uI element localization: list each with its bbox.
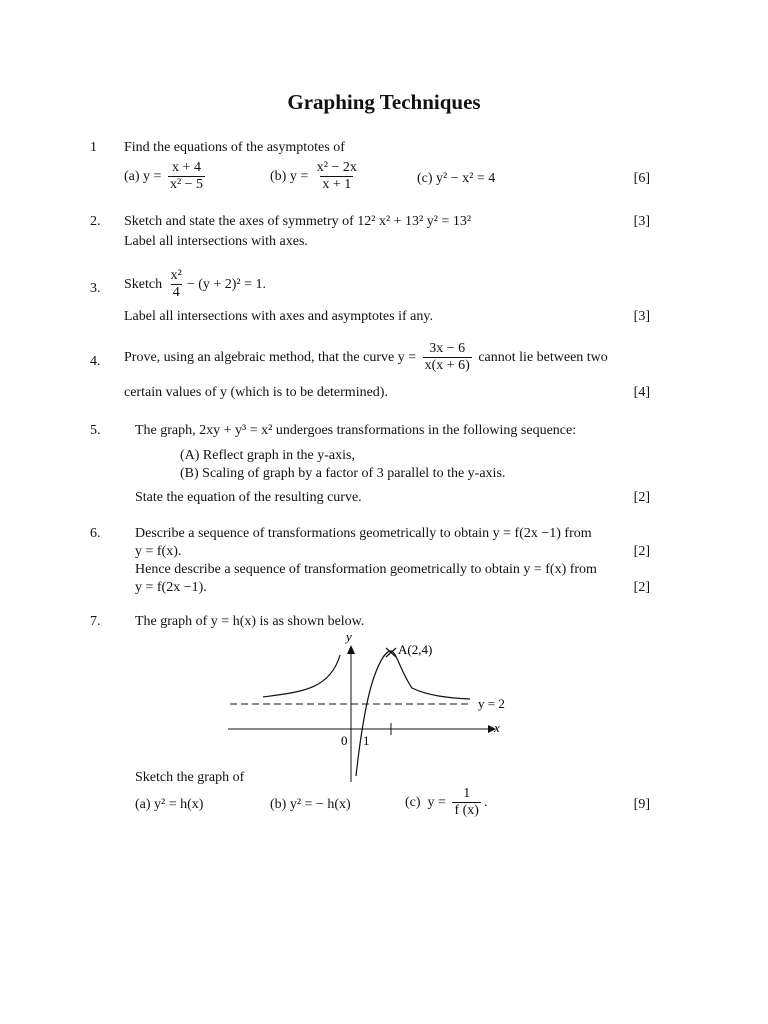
question-6-line-4: y = f(2x −1). bbox=[135, 580, 207, 595]
question-5-step-a: (A) Reflect graph in the y-axis, bbox=[180, 448, 355, 463]
tick-one-label: 1 bbox=[363, 733, 370, 748]
curve-left-branch bbox=[263, 655, 340, 697]
question-6-marks-1: [2] bbox=[633, 544, 650, 559]
question-7-number: 7. bbox=[90, 614, 101, 629]
question-1-part-a: (a) y = $\frac{x + 4}{\text{x² − 5}}$ bbox=[124, 160, 204, 193]
graph-of-h bbox=[200, 626, 540, 786]
question-2-number: 2. bbox=[90, 214, 101, 229]
origin-label: 0 bbox=[341, 733, 348, 748]
question-1-part-c: (c) y² − x² = 4 bbox=[417, 171, 496, 186]
question-1-number: 1 bbox=[90, 140, 97, 155]
question-5-line-4: State the equation of the resulting curve. bbox=[135, 490, 362, 505]
question-7-part-a: (a) y² = h(x) bbox=[135, 797, 204, 812]
curve-right-branch bbox=[356, 651, 470, 776]
question-6-marks-2: [2] bbox=[633, 580, 650, 595]
question-3-number: 3. bbox=[90, 281, 101, 296]
question-6-line-3: Hence describe a sequence of transformation geometrically to obtain y = f(x) from bbox=[135, 562, 597, 577]
question-5-step-b: (B) Scaling of graph by a factor of 3 parallel to the y-axis. bbox=[180, 466, 506, 481]
question-1-stem: Find the equations of the asymptotes of bbox=[124, 140, 345, 155]
question-4-line-1: Prove, using an algebraic method, that the curve y = $\frac{3x - 6}{x(x + 6)}$ cannot lie between two bbox=[124, 341, 608, 374]
question-5-line-1: The graph, 2xy + y³ = x² undergoes transformations in the following sequence: bbox=[135, 423, 577, 438]
question-4-line-2: certain values of y (which is to be determined). bbox=[124, 385, 388, 400]
question-2-line-2: Label all intersections with axes. bbox=[124, 234, 308, 249]
question-7-part-b: (b) y² = − h(x) bbox=[270, 797, 351, 812]
question-3-line-1: Sketch $\frac{\text{x²}}{4}$ − (y + 2)² = 1. bbox=[124, 268, 267, 301]
question-7-line-2: Sketch the graph of bbox=[135, 770, 245, 785]
question-6-line-2: y = f(x). bbox=[135, 544, 182, 559]
question-5-number: 5. bbox=[90, 423, 101, 438]
question-7-part-c: (c) y = $\frac{1}{f (x)}$ . bbox=[405, 786, 488, 819]
y-axis-label: y bbox=[346, 629, 352, 644]
x-axis-label: x bbox=[494, 720, 500, 735]
question-6-line-1: Describe a sequence of transformations geometrically to obtain y = f(2x −1) from bbox=[135, 526, 592, 541]
question-5-marks: [2] bbox=[633, 490, 650, 505]
question-2-marks: [3] bbox=[633, 214, 650, 229]
question-1-marks: [6] bbox=[633, 171, 650, 186]
question-3-marks: [3] bbox=[633, 309, 650, 324]
y-axis-arrowhead bbox=[347, 645, 355, 654]
question-4-number: 4. bbox=[90, 354, 101, 369]
page-title: Graphing Techniques bbox=[287, 90, 481, 114]
point-a-label: A(2,4) bbox=[398, 642, 433, 657]
question-1-part-b: (b) y = $\frac{\text{x² − 2x}}{x + 1}$ bbox=[270, 160, 357, 193]
question-7-marks: [9] bbox=[633, 797, 650, 812]
asymptote-label: y = 2 bbox=[478, 696, 505, 711]
question-3-line-2: Label all intersections with axes and asymptotes if any. bbox=[124, 309, 433, 324]
question-6-number: 6. bbox=[90, 526, 101, 541]
question-4-marks: [4] bbox=[633, 385, 650, 400]
question-2-line-1: Sketch and state the axes of symmetry of 12² x² + 13² y² = 13² bbox=[124, 214, 472, 229]
question-7-line-1: The graph of y = h(x) is as shown below. bbox=[135, 614, 365, 629]
